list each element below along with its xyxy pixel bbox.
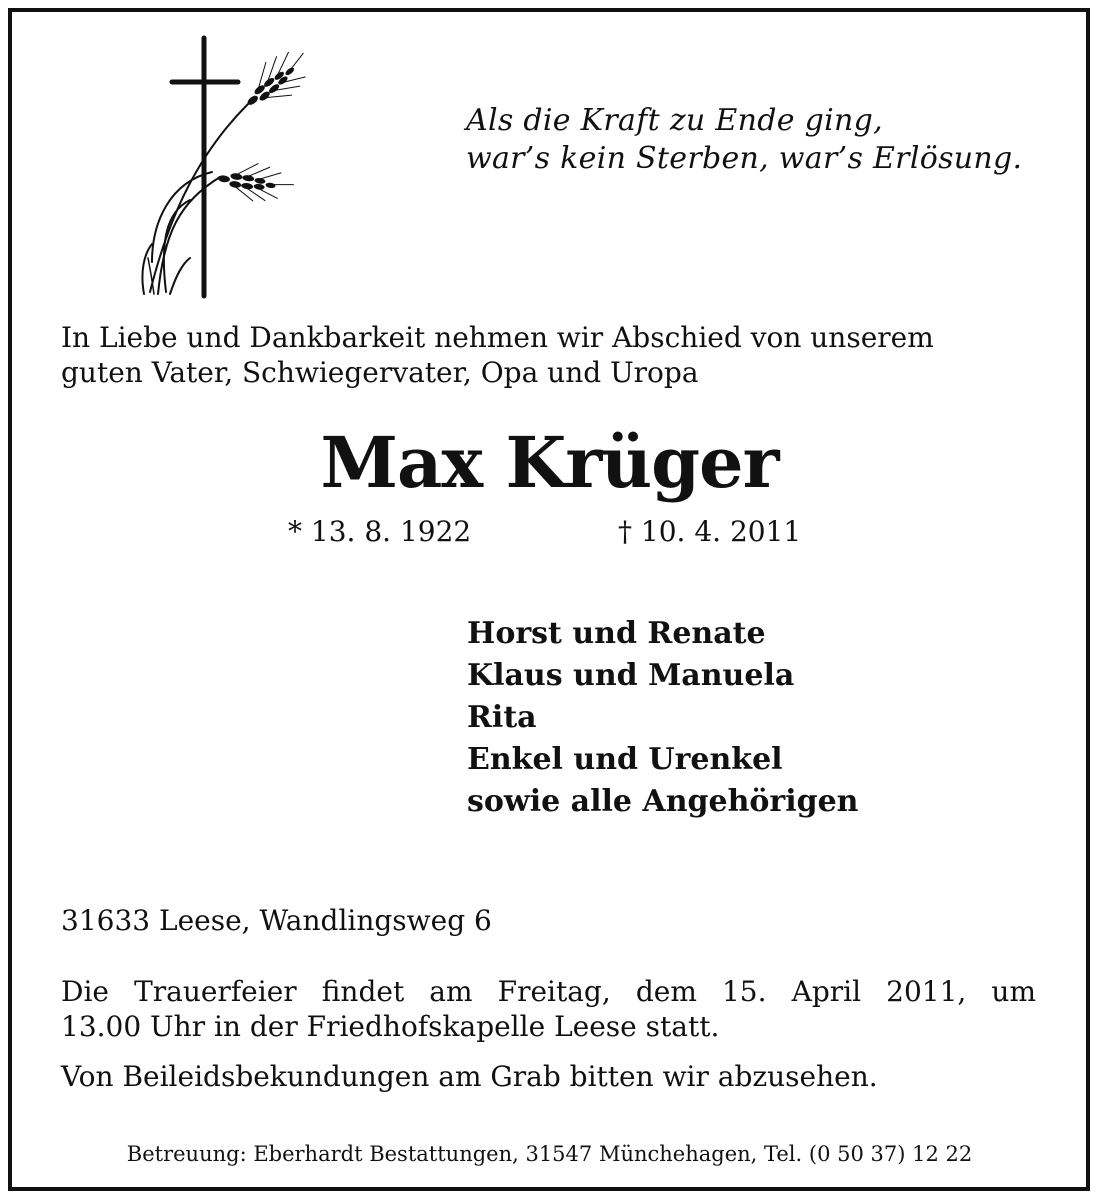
cross-with-wheat-icon [130, 32, 310, 302]
mourner-item: Rita [467, 700, 537, 735]
death-date: † 10. 4. 2011 [618, 515, 802, 548]
birth-date: * 13. 8. 1922 [288, 515, 472, 548]
ceremony-line-2: 13.00 Uhr in der Friedhofskapelle Leese statt. [61, 1010, 720, 1043]
deceased-name: Max Krüger [320, 421, 779, 504]
undertaker-footer: Betreuung: Eberhardt Bestattungen, 31547 Münchehagen, Tel. (0 50 37) 12 22 [126, 1142, 973, 1166]
ceremony-line-1: Die Trauerfeier findet am Freitag, dem 15. April 2011, um [61, 975, 1036, 1008]
mourner-item: Enkel und Urenkel [467, 742, 783, 777]
motto-line-2: war’s kein Sterben, war’s Erlösung. [466, 141, 1023, 176]
intro-line-2: guten Vater, Schwiegervater, Opa und Uropa [61, 356, 699, 389]
mourner-item: Horst und Renate [467, 616, 766, 651]
condolence-note: Von Beileidsbekundungen am Grab bitten wir abzusehen. [61, 1060, 878, 1093]
motto-line-1: Als die Kraft zu Ende ging, [466, 103, 883, 138]
mourners-list [467, 613, 1067, 823]
mourner-item: sowie alle Angehörigen [467, 784, 859, 819]
motto-verse [466, 102, 1066, 178]
intro-text [61, 320, 1051, 390]
mourner-item: Klaus und Manuela [467, 658, 795, 693]
funeral-ceremony-text [61, 974, 1036, 1044]
family-address: 31633 Leese, Wandlingsweg 6 [61, 904, 492, 937]
intro-line-1: In Liebe und Dankbarkeit nehmen wir Abschied von unserem [61, 321, 934, 354]
